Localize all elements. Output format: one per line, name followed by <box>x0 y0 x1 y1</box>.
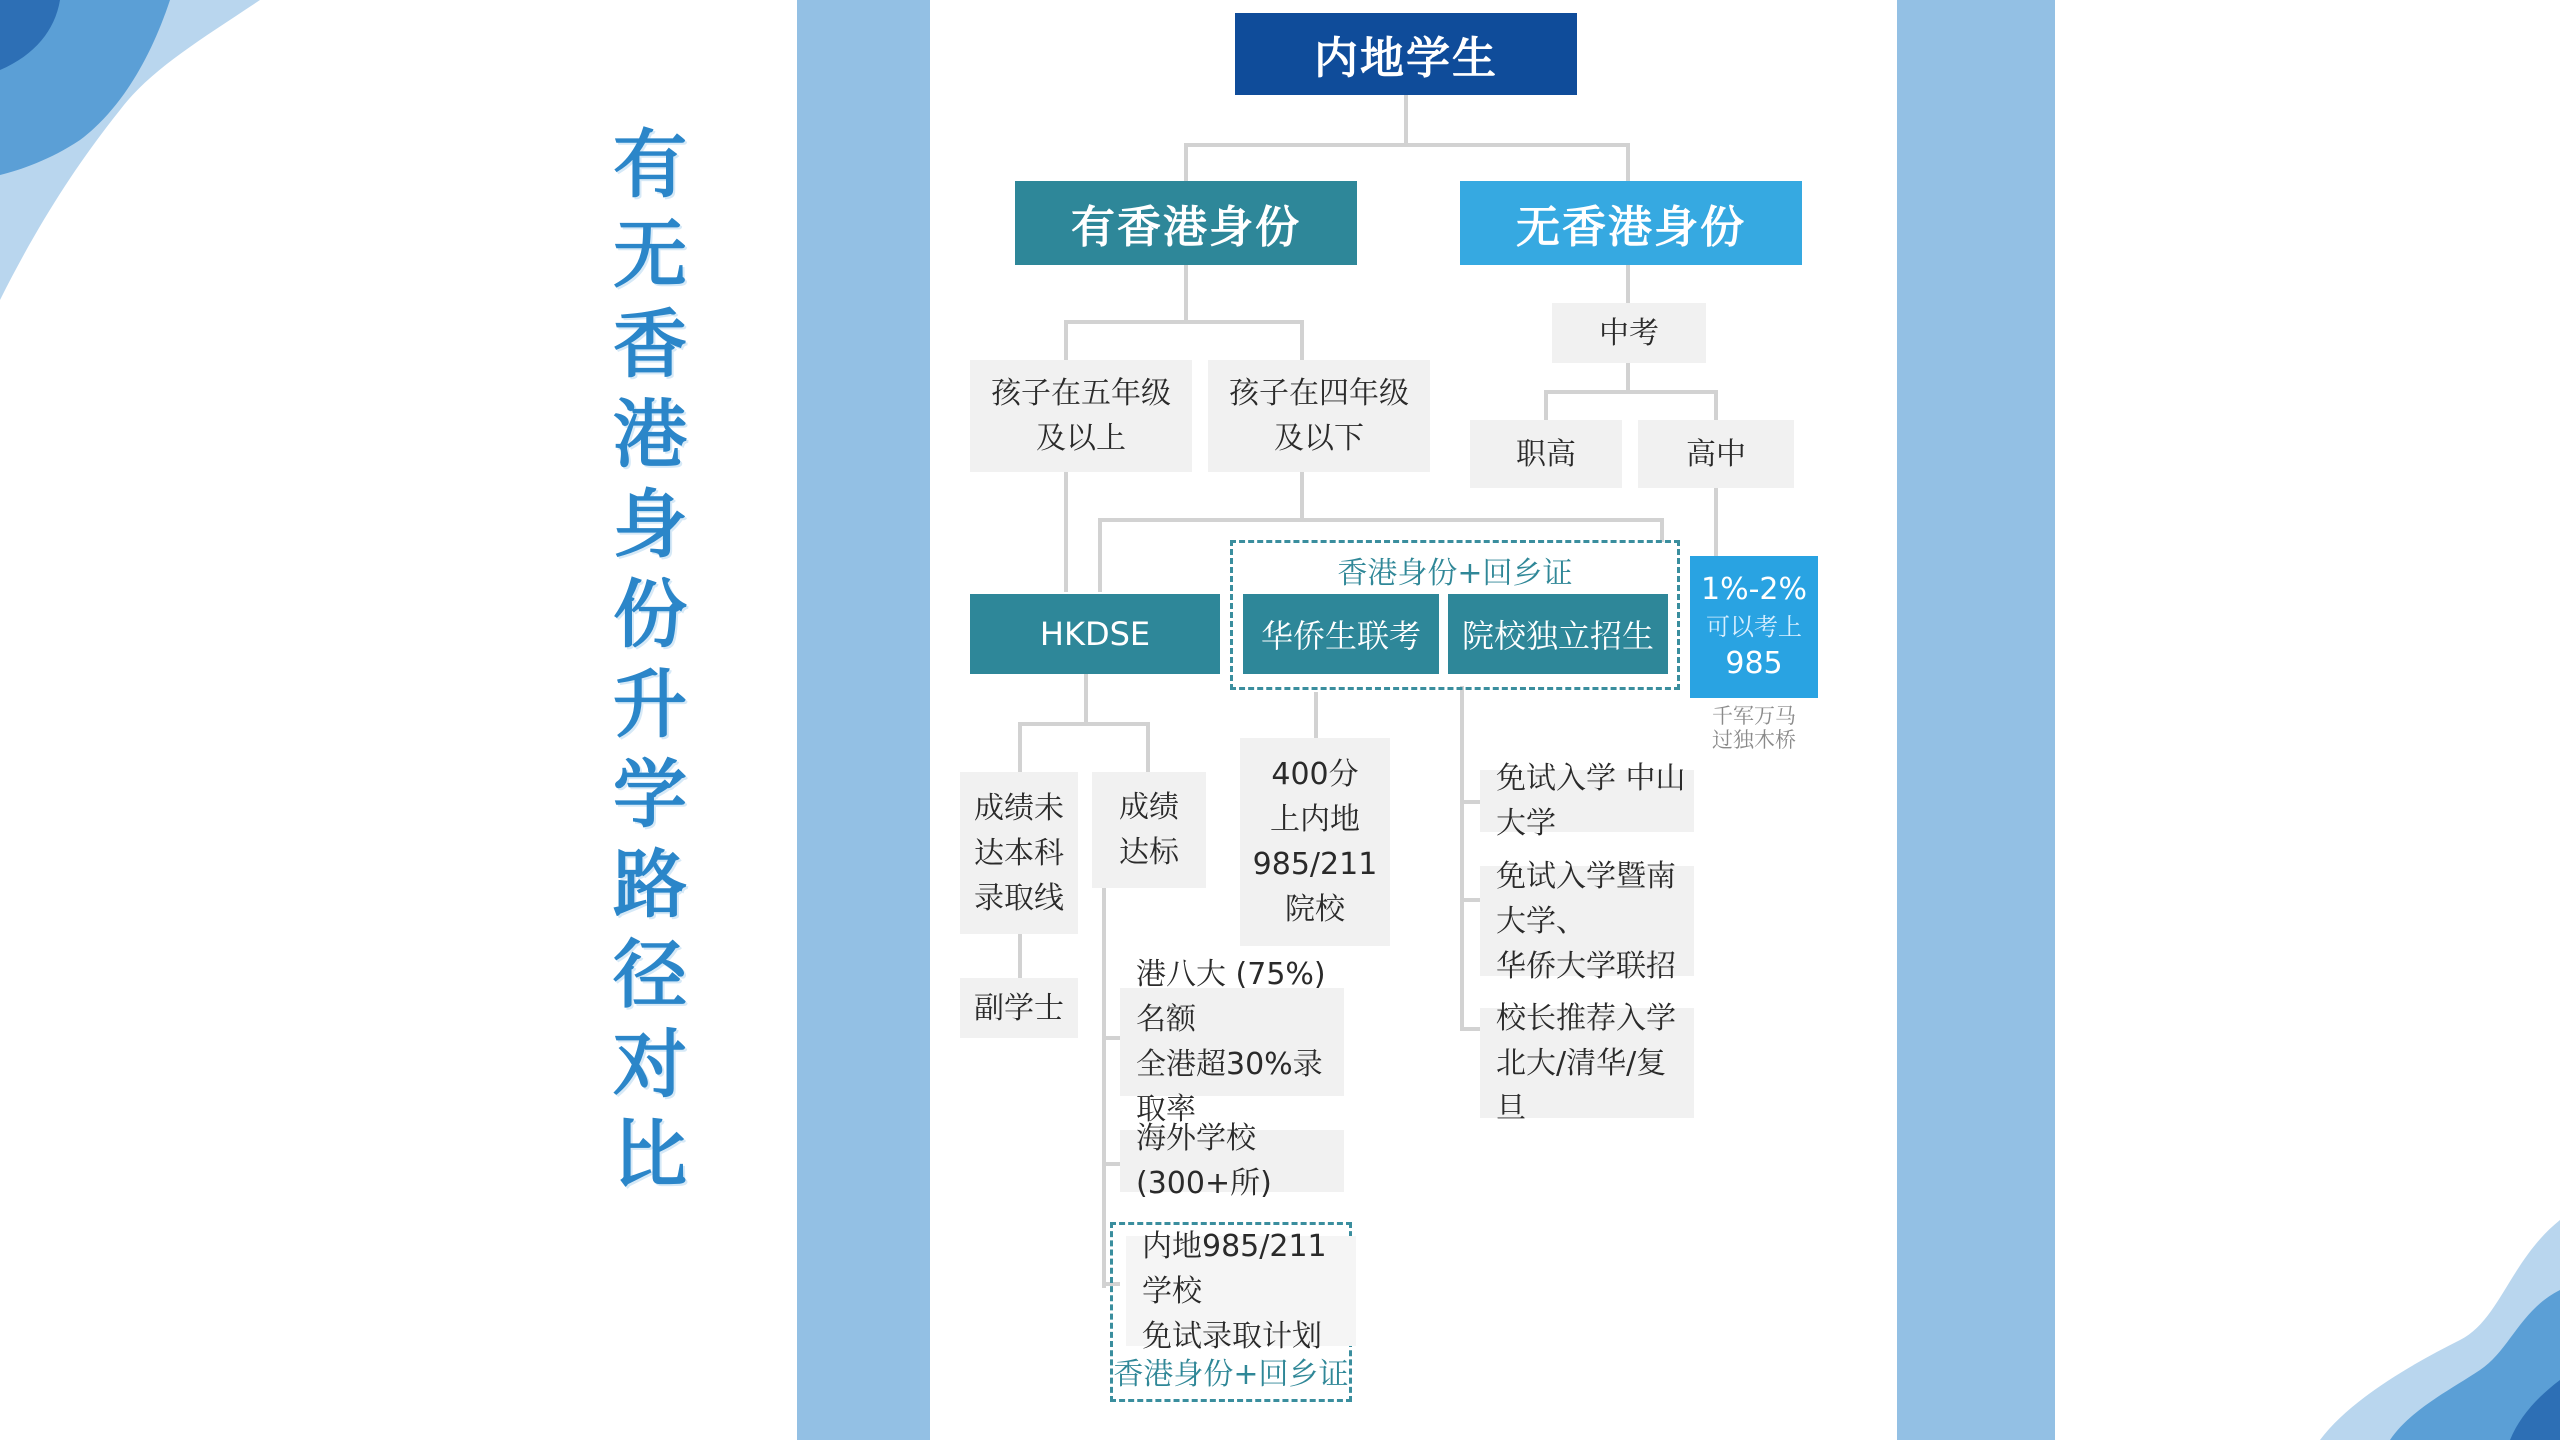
node-exempt-jinan: 免试入学暨南大学、 华侨大学联招 <box>1480 866 1694 976</box>
side-title-char: 香 <box>613 302 687 388</box>
node-overseas-chinese-exam: 华侨生联考 <box>1243 594 1439 674</box>
node-zhongkao: 中考 <box>1552 303 1706 363</box>
side-title-char: 比 <box>613 1112 687 1198</box>
node-associate-degree: 副学士 <box>960 978 1078 1038</box>
node-chance <box>1690 556 1818 698</box>
side-title-char: 有 <box>613 122 687 208</box>
node-grade-4-down: 孩子在四年级 及以下 <box>1208 360 1430 472</box>
root-node: 内地学生 <box>1235 13 1577 95</box>
node-mainland-exempt: 内地985/211学校 免试录取计划 <box>1126 1236 1356 1346</box>
dashed-label-bottom: 香港身份+回乡证 <box>1113 1357 1349 1392</box>
side-title-char: 对 <box>613 1022 687 1108</box>
side-title-char: 径 <box>613 932 687 1018</box>
chance-985: 985 <box>1725 646 1783 681</box>
node-principal-recommend: 校长推荐入学 北大/清华/复旦 <box>1480 1008 1694 1118</box>
branch-with-hk-id: 有香港身份 <box>1015 181 1357 265</box>
node-overseas-schools: 海外学校(300+所) <box>1120 1130 1344 1192</box>
corner-decoration-bottom-right <box>2260 1200 2560 1440</box>
corner-decoration-top-left <box>0 0 280 320</box>
node-hk-eight: 港八大 (75%)名额 全港超30%录取率 <box>1120 988 1344 1096</box>
node-grade-5-up: 孩子在五年级 及以上 <box>970 360 1192 472</box>
side-title-char: 升 <box>613 662 687 748</box>
node-vocational: 职高 <box>1470 420 1622 488</box>
branch-without-hk-id: 无香港身份 <box>1460 181 1802 265</box>
node-high-school: 高中 <box>1638 420 1794 488</box>
node-meets-standard: 成绩 达标 <box>1092 772 1206 888</box>
side-title-char: 学 <box>613 752 687 838</box>
chance-text: 可以考上 <box>1706 613 1802 641</box>
node-below-undergrad: 成绩未 达本科 录取线 <box>960 772 1078 934</box>
node-score-400: 400分 上内地 985/211 院校 <box>1240 738 1390 946</box>
chance-note: 千军万马 过独木桥 <box>1712 704 1796 752</box>
side-title-char: 港 <box>613 392 687 478</box>
flowchart-panel <box>930 0 1897 1440</box>
side-title-char: 份 <box>613 572 687 658</box>
side-title-char: 身 <box>613 482 687 568</box>
dashed-label-top: 香港身份+回乡证 <box>1337 556 1573 591</box>
side-title-char: 路 <box>613 842 687 928</box>
right-band <box>1897 0 2055 1440</box>
left-band <box>797 0 930 1440</box>
node-hkdse: HKDSE <box>970 594 1220 674</box>
node-independent-admission: 院校独立招生 <box>1448 594 1668 674</box>
chance-percent: 1%-2% <box>1700 572 1807 607</box>
node-exempt-zhongshan: 免试入学 中山大学 <box>1480 770 1694 832</box>
side-title-char: 无 <box>613 212 687 298</box>
